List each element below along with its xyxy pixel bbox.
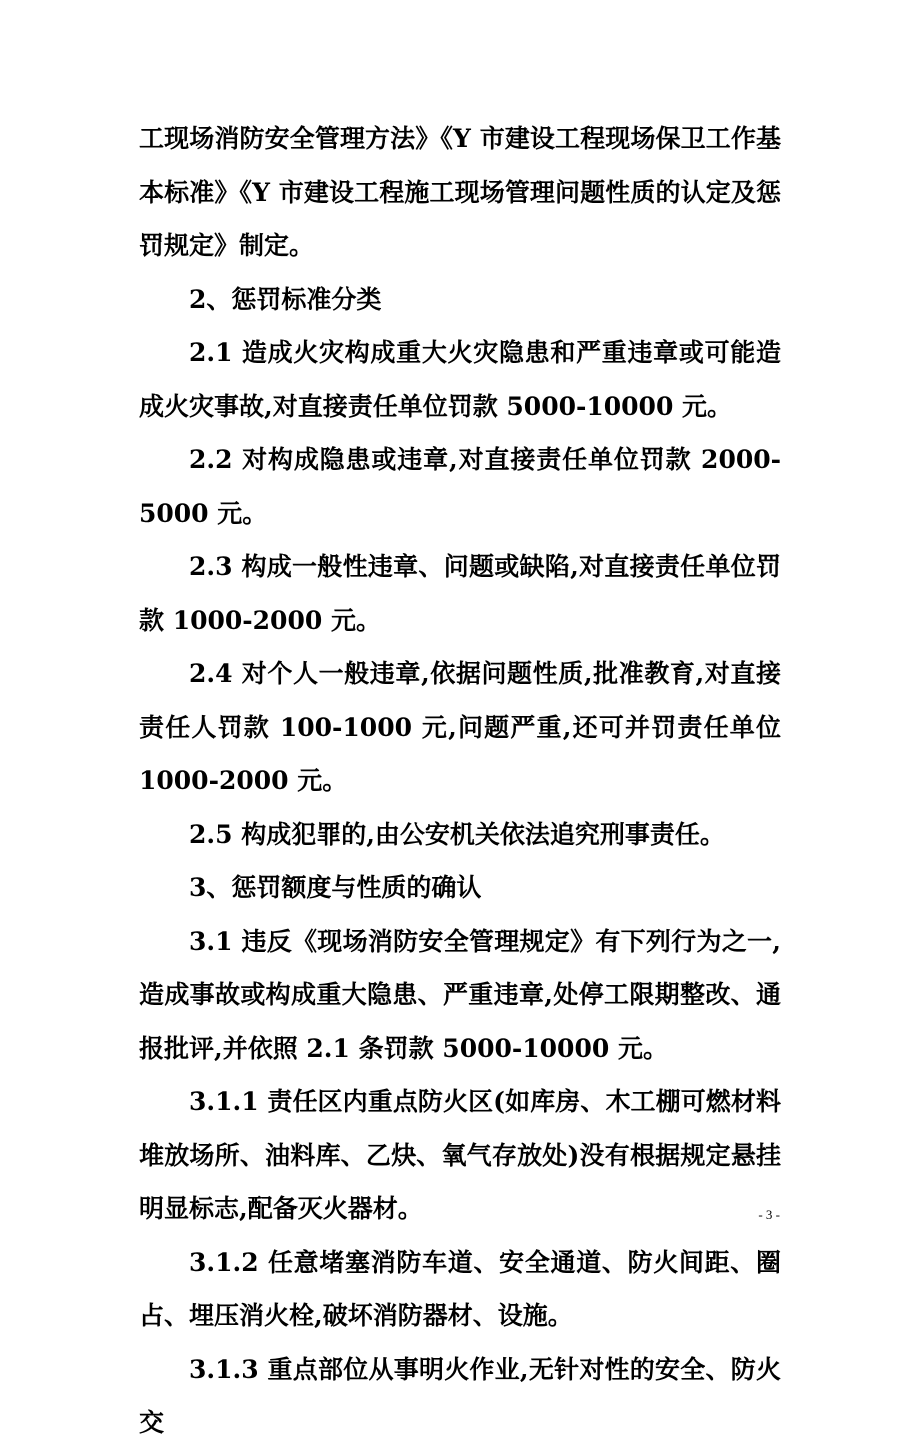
- paragraph-2-1: 2.1 造成火灾构成重大火灾隐患和严重违章或可能造成火灾事故,对直接责任单位罚款 5000-10000 元。: [139, 338, 781, 421]
- heading-penalty-confirmation: 3、惩罚额度与性质的确认: [189, 873, 482, 902]
- paragraph-2-4: 2.4 对个人一般违章,依据问题性质,批准教育,对直接责任人罚款 100-1000 元,问题严重,还可并罚责任单位 1000-2000 元。: [139, 659, 781, 795]
- paragraph-2-3: 2.3 构成一般性违章、问题或缺陷,对直接责任单位罚款 1000-2000 元。: [139, 552, 781, 635]
- document-body: [139, 112, 781, 1450]
- paragraph-3-1-2: 3.1.2 任意堵塞消防车道、安全通道、防火间距、圈占、埋压消火栓,破坏消防器材、设施。: [139, 1247, 781, 1330]
- paragraph-2-5: 2.5 构成犯罪的,由公安机关依法追究刑事责任。: [189, 819, 725, 849]
- paragraph-3-1-1: 3.1.1 责任区内重点防火区(如库房、木工棚可燃材料堆放场所、油料库、乙炔、氧气存放处)没有根据规定悬挂明显标志,配备灭火器材。: [139, 1087, 781, 1223]
- heading-penalty-classification: 2、惩罚标准分类: [189, 284, 382, 314]
- paragraph-3-1-3: 3.1.3 重点部位从事明火作业,无针对性的安全、防火交: [139, 1354, 781, 1437]
- paragraph-3-1: 3.1 违反《现场消防安全管理规定》有下列行为之一,造成事故或构成重大隐患、严重违章,处停工限期整改、通报批评,并依照 2.1 条罚款 5000-10000 元。: [139, 926, 781, 1063]
- paragraph-continuation: 工现场消防安全管理方法》《Y 市建设工程现场保卫工作基本标准》《Y 市建设工程施工现场管理问题性质的认定及惩罚规定》制定。: [139, 124, 781, 260]
- page-number: - 3 -: [758, 1207, 780, 1222]
- paragraph-2-2: 2.2 对构成隐患或违章,对直接责任单位罚款 2000-5000 元。: [139, 445, 781, 528]
